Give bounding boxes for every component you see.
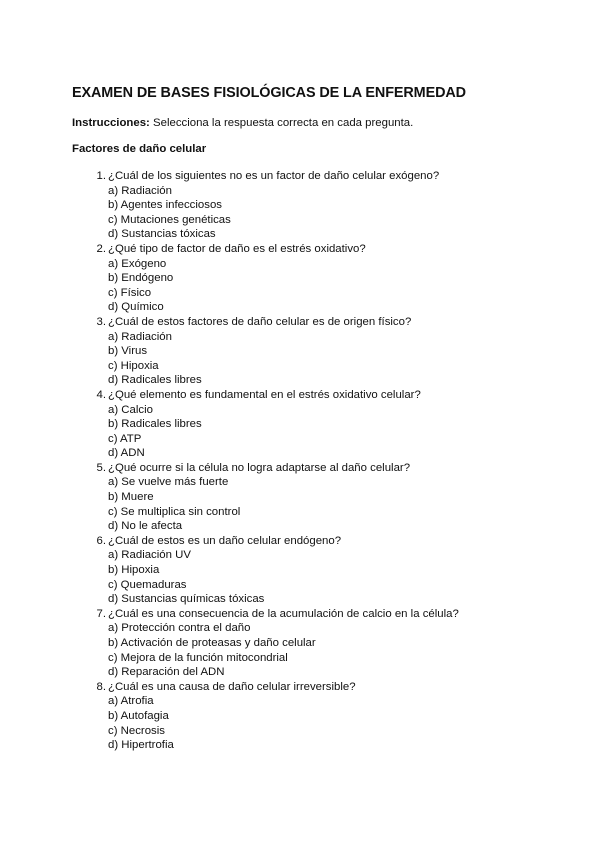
answer-option: a) Exógeno bbox=[108, 257, 167, 270]
instructions-text: Selecciona la respuesta correcta en cada pregunta. bbox=[153, 117, 414, 129]
answer-option: d) Químico bbox=[108, 301, 164, 314]
answer-option: a) Atrofia bbox=[108, 695, 154, 708]
question-number: 5. bbox=[96, 461, 106, 474]
answer-option: c) ATP bbox=[108, 432, 142, 445]
answer-option: a) Radiación UV bbox=[108, 549, 191, 562]
question-text: ¿Cuál es una causa de daño celular irreversible? bbox=[108, 680, 356, 693]
answer-option: a) Calcio bbox=[108, 403, 153, 416]
question-text: ¿Cuál es una consecuencia de la acumulación de calcio en la célula? bbox=[108, 607, 459, 620]
question-item bbox=[0, 534, 600, 607]
answer-option: d) Sustancias tóxicas bbox=[108, 228, 216, 241]
instructions-label: Instrucciones: bbox=[72, 117, 150, 129]
answer-option: b) Agentes infecciosos bbox=[108, 199, 222, 212]
answer-option: a) Se vuelve más fuerte bbox=[108, 476, 229, 489]
question-item bbox=[0, 169, 600, 242]
question-line bbox=[0, 242, 600, 257]
question-text: ¿Cuál de estos factores de daño celular es de origen físico? bbox=[108, 315, 412, 328]
answer-option: d) No le afecta bbox=[108, 520, 183, 533]
answer-option: b) Muere bbox=[108, 491, 154, 504]
question-item bbox=[0, 680, 600, 753]
answer-option: c) Se multiplica sin control bbox=[108, 505, 241, 518]
answer-option: a) Radiación bbox=[108, 184, 172, 197]
question-line bbox=[0, 461, 600, 476]
answer-option: b) Radicales libres bbox=[108, 418, 202, 431]
question-number: 4. bbox=[96, 388, 106, 401]
question-text: ¿Cuál de estos es un daño celular endógeno? bbox=[108, 534, 342, 547]
question-list bbox=[0, 169, 600, 753]
question-number: 2. bbox=[96, 242, 106, 255]
question-line bbox=[0, 388, 600, 403]
answer-option: b) Autofagia bbox=[108, 709, 169, 722]
question-item bbox=[0, 315, 600, 388]
answer-option: b) Virus bbox=[108, 345, 148, 358]
question-number: 6. bbox=[96, 534, 106, 547]
answer-option: c) Mutaciones genéticas bbox=[108, 213, 231, 226]
answer-option: b) Endógeno bbox=[108, 272, 174, 285]
question-number: 1. bbox=[96, 170, 106, 182]
instructions bbox=[72, 117, 413, 129]
question-line bbox=[0, 534, 600, 549]
question-line bbox=[0, 680, 600, 695]
answer-option: c) Mejora de la función mitocondrial bbox=[108, 651, 288, 664]
answer-option: c) Quemaduras bbox=[108, 578, 187, 591]
question-line bbox=[0, 169, 600, 184]
question-item bbox=[0, 388, 600, 461]
question-line bbox=[0, 607, 600, 622]
question-number: 8. bbox=[96, 680, 106, 693]
answer-option: c) Hipoxia bbox=[108, 359, 159, 372]
answer-option: d) Hipertrofia bbox=[108, 739, 174, 752]
answer-option: d) Reparación del ADN bbox=[108, 666, 225, 679]
answer-option: d) Radicales libres bbox=[108, 374, 202, 387]
answer-option: d) Sustancias químicas tóxicas bbox=[108, 593, 265, 606]
question-item bbox=[0, 242, 600, 315]
question-text: ¿Qué tipo de factor de daño es el estrés oxidativo? bbox=[108, 242, 366, 255]
section-heading: Factores de daño celular bbox=[72, 143, 207, 155]
question-line bbox=[0, 315, 600, 330]
exam-title: EXAMEN DE BASES FISIOLÓGICAS DE LA ENFERMEDAD bbox=[72, 85, 466, 101]
answer-option: b) Hipoxia bbox=[108, 564, 160, 577]
answer-option: d) ADN bbox=[108, 447, 145, 460]
answer-option: b) Activación de proteasas y daño celular bbox=[108, 637, 316, 649]
question-text: ¿Qué ocurre si la célula no logra adaptarse al daño celular? bbox=[108, 461, 411, 474]
question-number: 7. bbox=[96, 607, 106, 620]
answer-option: c) Físico bbox=[108, 286, 152, 299]
question-text: ¿Cuál de los siguientes no es un factor de daño celular exógeno? bbox=[108, 170, 440, 182]
question-item bbox=[0, 607, 600, 680]
answer-option: a) Radiación bbox=[108, 330, 172, 343]
question-text: ¿Qué elemento es fundamental en el estrés oxidativo celular? bbox=[108, 388, 421, 401]
answer-option: c) Necrosis bbox=[108, 724, 165, 737]
answer-option: a) Protección contra el daño bbox=[108, 622, 251, 635]
question-number: 3. bbox=[96, 315, 106, 328]
question-item bbox=[0, 461, 600, 534]
